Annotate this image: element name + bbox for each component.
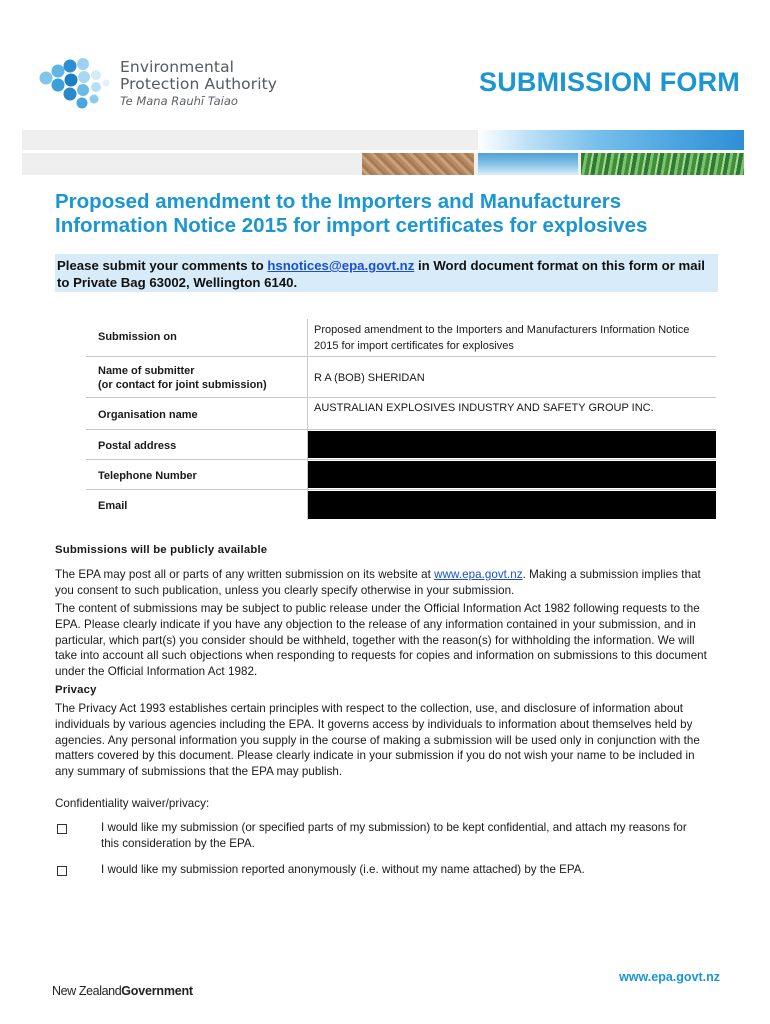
document-heading: Proposed amendment to the Importers and Manufacturers Information Notice 2015 for import certificates for explosives xyxy=(55,190,648,237)
banner-sky-image xyxy=(478,130,744,150)
table-row xyxy=(86,430,716,460)
table-row xyxy=(86,460,716,490)
anonymous-option-text: I would like my submission reported anonymously (i.e. without my name attached) by the EPA. xyxy=(101,863,585,876)
epa-website-link[interactable]: www.epa.govt.nz xyxy=(434,568,523,581)
banner-sand-image xyxy=(362,153,474,175)
nz-government-logo xyxy=(52,984,193,998)
email-redacted xyxy=(308,491,716,519)
submission-on-value: Proposed amendment to the Importers and Manufacturers Information Notice 2015 for import certificates for explosives xyxy=(314,324,690,352)
column-divider xyxy=(307,398,308,429)
submitter-details-table xyxy=(86,319,716,520)
org-maori-name: Te Mana Rauhī Taiao xyxy=(120,94,238,108)
p1-text-after: . Making a submission implies that you consent to such publication, unless you clearly specify otherwise in your submission. xyxy=(55,568,701,597)
privacy-heading: Privacy xyxy=(55,684,97,696)
banner-water-image xyxy=(478,153,578,175)
table-row xyxy=(86,319,716,357)
public-availability-heading: Submissions will be publicly available xyxy=(55,544,268,556)
table-row xyxy=(86,357,716,398)
epa-logo-text xyxy=(120,59,277,109)
column-divider xyxy=(307,319,308,356)
telephone-redacted xyxy=(308,461,716,488)
epa-logo xyxy=(36,56,296,120)
submitter-value: R A (BOB) SHERIDAN xyxy=(314,372,425,384)
confidential-option-text: I would like my submission (or specified parts of my submission) to be kept confidential, and attach my reasons for this consideration by the EPA. xyxy=(101,821,687,850)
column-divider xyxy=(307,357,308,397)
postal-address-label: Postal address xyxy=(98,440,177,452)
nz-government-part1: New Zealand xyxy=(52,984,122,998)
submission-on-label: Submission on xyxy=(98,331,177,343)
postal-address-redacted xyxy=(308,431,716,458)
table-row xyxy=(86,398,716,430)
confidential-checkbox[interactable] xyxy=(57,824,67,834)
submitter-label-line2: (or contact for joint submission) xyxy=(98,379,267,391)
table-row xyxy=(86,490,716,520)
submission-email-link[interactable]: hsnotices@epa.govt.nz xyxy=(267,258,415,273)
footer-website-link[interactable]: www.epa.govt.nz xyxy=(619,970,720,984)
organisation-label: Organisation name xyxy=(98,409,198,421)
email-label: Email xyxy=(98,500,128,512)
instruction-text-before: Please submit your comments to xyxy=(57,258,268,273)
org-name-line1: Environmental xyxy=(120,58,235,76)
telephone-label: Telephone Number xyxy=(98,470,197,482)
public-availability-paragraph-2: The content of submissions may be subject to public release under the Official Information Act 1982 following requests to the EPA. Please clearly indicate if you have any objection to the release of any information contained in your submission, and in particular, which part(s) you consider should be withheld, together with the reason(s) for withholding the information. We will take into account all such objections when responding to requests for copies and information on submissions to this document under the Official Information Act 1982. xyxy=(55,602,707,679)
submitter-label-line1: Name of submitter xyxy=(98,365,195,377)
nz-government-part2: Government xyxy=(121,984,193,998)
privacy-paragraph: The Privacy Act 1993 establishes certain principles with respect to the collection, use, and disclosure of information about individuals by various agencies including the EPA. It governs access by individuals to information about themselves held by agencies. Any personal information you supply in the course of making a submission will be used only in conjunction with the matters covered by this document. Please clearly indicate in your submission if you do not wish your name to be included in any summary of submissions that the EPA may publish. xyxy=(55,702,700,779)
instruction-text-after: in Word document format on this form or mail to Private Bag 63002, Wellington 6140. xyxy=(57,258,705,290)
confidentiality-waiver-label: Confidentiality waiver/privacy: xyxy=(55,797,210,810)
epa-logo-icon xyxy=(36,56,112,112)
p1-text-before: The EPA may post all or parts of any written submission on its website at xyxy=(55,568,435,581)
anonymous-checkbox[interactable] xyxy=(57,866,67,876)
org-name-line2: Protection Authority xyxy=(120,75,278,93)
public-availability-paragraph-1 xyxy=(55,567,715,599)
submitter-label xyxy=(98,364,267,392)
organisation-value: AUSTRALIAN EXPLOSIVES INDUSTRY AND SAFETY GROUP INC. xyxy=(314,402,654,414)
form-title: SUBMISSION FORM xyxy=(478,67,740,97)
submission-instruction xyxy=(55,254,718,292)
banner-fern-image xyxy=(581,153,744,175)
